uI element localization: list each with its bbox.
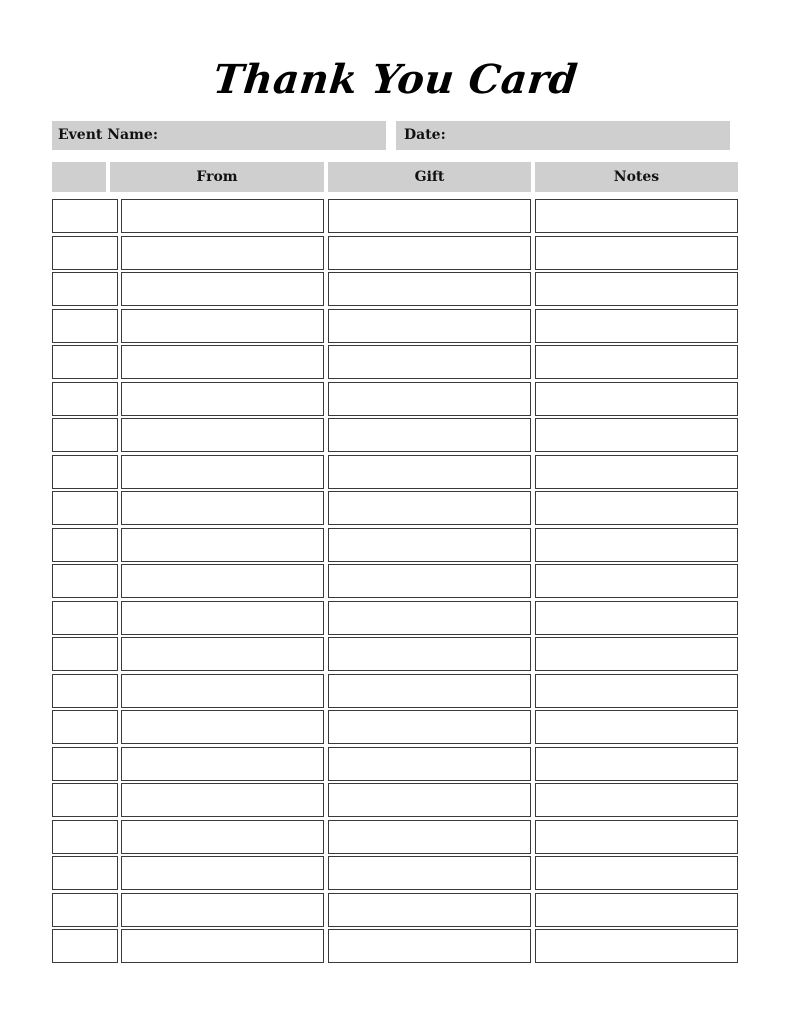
gift-cell[interactable] <box>328 710 531 744</box>
event-name-label: Event Name: <box>58 127 158 143</box>
notes-cell[interactable] <box>535 528 738 562</box>
date-label: Date: <box>404 127 446 143</box>
table-row <box>0 637 791 671</box>
gift-cell[interactable] <box>328 893 531 927</box>
notes-cell[interactable] <box>535 309 738 343</box>
notes-cell[interactable] <box>535 272 738 306</box>
gift-cell[interactable] <box>328 272 531 306</box>
number-cell[interactable] <box>52 601 118 635</box>
notes-cell[interactable] <box>535 418 738 452</box>
table-row <box>0 199 791 233</box>
table-row <box>0 309 791 343</box>
gift-cell[interactable] <box>328 345 531 379</box>
from-cell[interactable] <box>121 272 324 306</box>
number-cell[interactable] <box>52 528 118 562</box>
table-header-gift: Gift <box>328 162 531 192</box>
number-cell[interactable] <box>52 637 118 671</box>
table-row <box>0 601 791 635</box>
notes-cell[interactable] <box>535 710 738 744</box>
number-cell[interactable] <box>52 455 118 489</box>
from-cell[interactable] <box>121 820 324 854</box>
gift-cell[interactable] <box>328 637 531 671</box>
notes-cell[interactable] <box>535 747 738 781</box>
number-cell[interactable] <box>52 418 118 452</box>
number-cell[interactable] <box>52 491 118 525</box>
number-cell[interactable] <box>52 309 118 343</box>
from-cell[interactable] <box>121 418 324 452</box>
notes-cell[interactable] <box>535 820 738 854</box>
number-cell[interactable] <box>52 199 118 233</box>
from-cell[interactable] <box>121 929 324 963</box>
table-row <box>0 345 791 379</box>
notes-cell[interactable] <box>535 929 738 963</box>
gift-cell[interactable] <box>328 236 531 270</box>
number-cell[interactable] <box>52 345 118 379</box>
number-cell[interactable] <box>52 236 118 270</box>
gift-cell[interactable] <box>328 309 531 343</box>
number-cell[interactable] <box>52 382 118 416</box>
from-cell[interactable] <box>121 455 324 489</box>
gift-cell[interactable] <box>328 564 531 598</box>
from-cell[interactable] <box>121 528 324 562</box>
notes-cell[interactable] <box>535 601 738 635</box>
gift-cell[interactable] <box>328 674 531 708</box>
table-row <box>0 382 791 416</box>
table-row <box>0 820 791 854</box>
table-row <box>0 455 791 489</box>
table-row <box>0 491 791 525</box>
gift-cell[interactable] <box>328 199 531 233</box>
number-cell[interactable] <box>52 783 118 817</box>
from-cell[interactable] <box>121 747 324 781</box>
table-header-notes: Notes <box>535 162 738 192</box>
table-row <box>0 710 791 744</box>
from-cell[interactable] <box>121 199 324 233</box>
gift-cell[interactable] <box>328 455 531 489</box>
gift-cell[interactable] <box>328 491 531 525</box>
table-row <box>0 783 791 817</box>
table-row <box>0 564 791 598</box>
gift-cell[interactable] <box>328 856 531 890</box>
page-title: Thank You Card <box>211 56 581 103</box>
from-cell[interactable] <box>121 674 324 708</box>
notes-cell[interactable] <box>535 783 738 817</box>
notes-cell[interactable] <box>535 564 738 598</box>
notes-cell[interactable] <box>535 455 738 489</box>
from-cell[interactable] <box>121 345 324 379</box>
gift-cell[interactable] <box>328 528 531 562</box>
notes-cell[interactable] <box>535 674 738 708</box>
notes-cell[interactable] <box>535 345 738 379</box>
notes-cell[interactable] <box>535 856 738 890</box>
gift-cell[interactable] <box>328 929 531 963</box>
from-cell[interactable] <box>121 236 324 270</box>
number-cell[interactable] <box>52 747 118 781</box>
from-cell[interactable] <box>121 491 324 525</box>
from-cell[interactable] <box>121 601 324 635</box>
table-header-from: From <box>110 162 324 192</box>
notes-cell[interactable] <box>535 637 738 671</box>
from-cell[interactable] <box>121 564 324 598</box>
notes-cell[interactable] <box>535 491 738 525</box>
from-cell[interactable] <box>121 309 324 343</box>
gift-cell[interactable] <box>328 783 531 817</box>
number-cell[interactable] <box>52 929 118 963</box>
table-row <box>0 929 791 963</box>
gift-cell[interactable] <box>328 418 531 452</box>
table-row <box>0 856 791 890</box>
table-row <box>0 418 791 452</box>
table-row <box>0 674 791 708</box>
table-row <box>0 236 791 270</box>
from-cell[interactable] <box>121 710 324 744</box>
gift-cell[interactable] <box>328 747 531 781</box>
notes-cell[interactable] <box>535 236 738 270</box>
number-cell[interactable] <box>52 564 118 598</box>
gift-cell[interactable] <box>328 382 531 416</box>
notes-cell[interactable] <box>535 199 738 233</box>
from-cell[interactable] <box>121 783 324 817</box>
from-cell[interactable] <box>121 382 324 416</box>
notes-cell[interactable] <box>535 893 738 927</box>
number-cell[interactable] <box>52 820 118 854</box>
number-cell[interactable] <box>52 272 118 306</box>
gift-cell[interactable] <box>328 601 531 635</box>
number-cell[interactable] <box>52 893 118 927</box>
notes-cell[interactable] <box>535 382 738 416</box>
from-cell[interactable] <box>121 637 324 671</box>
table-row <box>0 528 791 562</box>
from-cell[interactable] <box>121 856 324 890</box>
number-cell[interactable] <box>52 710 118 744</box>
table-row <box>0 893 791 927</box>
number-cell[interactable] <box>52 674 118 708</box>
number-cell[interactable] <box>52 856 118 890</box>
table-row <box>0 272 791 306</box>
gift-cell[interactable] <box>328 820 531 854</box>
from-cell[interactable] <box>121 893 324 927</box>
table-row <box>0 747 791 781</box>
